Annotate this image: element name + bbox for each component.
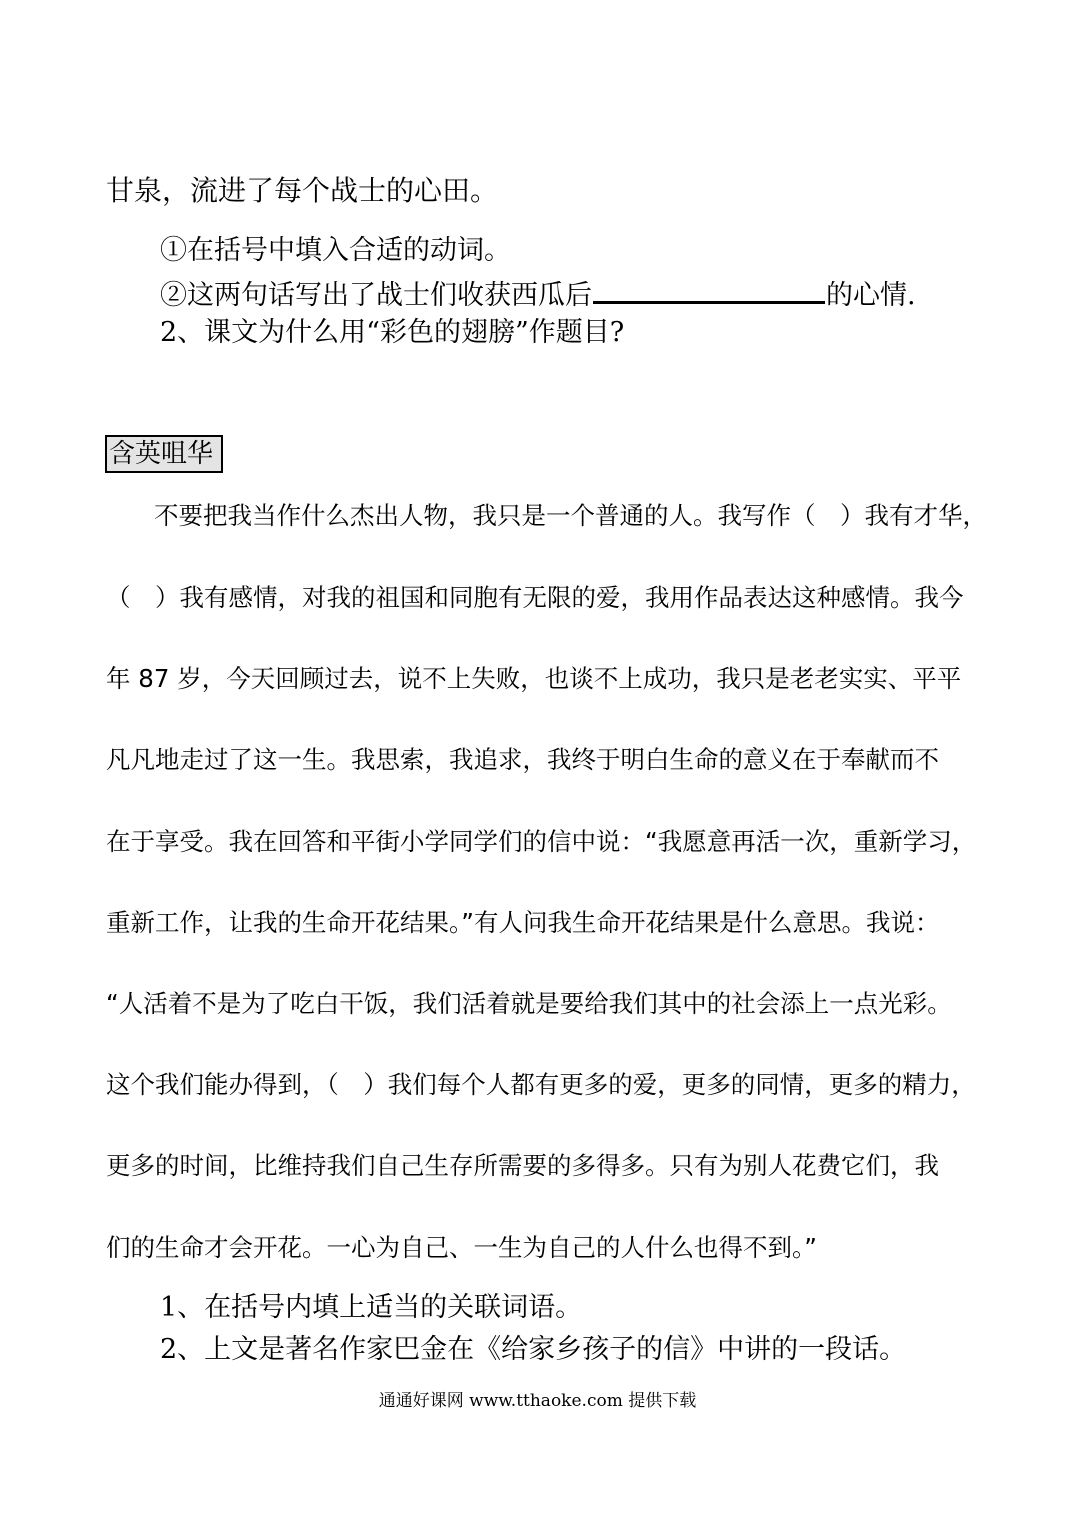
task-source-note: 2、上文是著名作家巴金在《给家乡孩子的信》中讲的一段话。 xyxy=(160,1334,907,1365)
section-heading-box xyxy=(105,435,223,473)
passage-line: 这个我们能办得到，（ ）我们每个人都有更多的爱，更多的同情，更多的精力， xyxy=(106,1070,976,1099)
page-footer: 通通好课网 www.tthaoke.com 提供下载 xyxy=(378,1391,697,1411)
passage-line: 不要把我当作什么杰出人物，我只是一个普通的人。我写作（ ）我有才华， xyxy=(154,501,987,530)
section-heading: 含英咀华 xyxy=(109,439,214,469)
answer-blank[interactable] xyxy=(593,275,825,304)
passage-line: 更多的时间，比维持我们自己生存所需要的多得多。只有为别人花费它们，我 xyxy=(106,1151,939,1180)
passage-line: 凡凡地走过了这一生。我思索，我追求，我终于明白生命的意义在于奉献而不 xyxy=(106,745,939,774)
question-feeling xyxy=(160,275,916,313)
passage-line: （ ）我有感情，对我的祖国和同胞有无限的爱，我用作品表达这种感情。我今 xyxy=(106,583,964,612)
passage-line: 重新工作，让我的生命开花结果。”有人问我生命开花结果是什么意思。我说： xyxy=(106,908,940,937)
question-feeling-text: ②这两句话写出了战士们收获西瓜后 xyxy=(160,280,592,311)
question-feeling-suffix: 的心情. xyxy=(826,280,916,311)
passage-line: 年 87 岁，今天回顾过去，说不上失败，也谈不上成功，我只是老老实实、平平 xyxy=(106,664,962,693)
passage-line: 在于享受。我在回答和平街小学同学们的信中说：“我愿意再活一次，重新学习， xyxy=(106,827,977,856)
passage-line: 们的生命才会开花。一心为自己、一生为自己的人什么也得不到。” xyxy=(106,1233,817,1262)
continuation-line: 甘泉，流进了每个战士的心田。 xyxy=(106,174,499,207)
task-fill-conjunctions: 1、在括号内填上适当的关联词语。 xyxy=(160,1292,583,1323)
question-title-meaning: 2、课文为什么用“彩色的翅膀”作题目? xyxy=(160,317,625,348)
passage-line: “人活着不是为了吃白干饭，我们活着就是要给我们其中的社会添上一点光彩。 xyxy=(106,989,952,1018)
question-fill-verbs: ①在括号中填入合适的动词。 xyxy=(160,235,511,266)
